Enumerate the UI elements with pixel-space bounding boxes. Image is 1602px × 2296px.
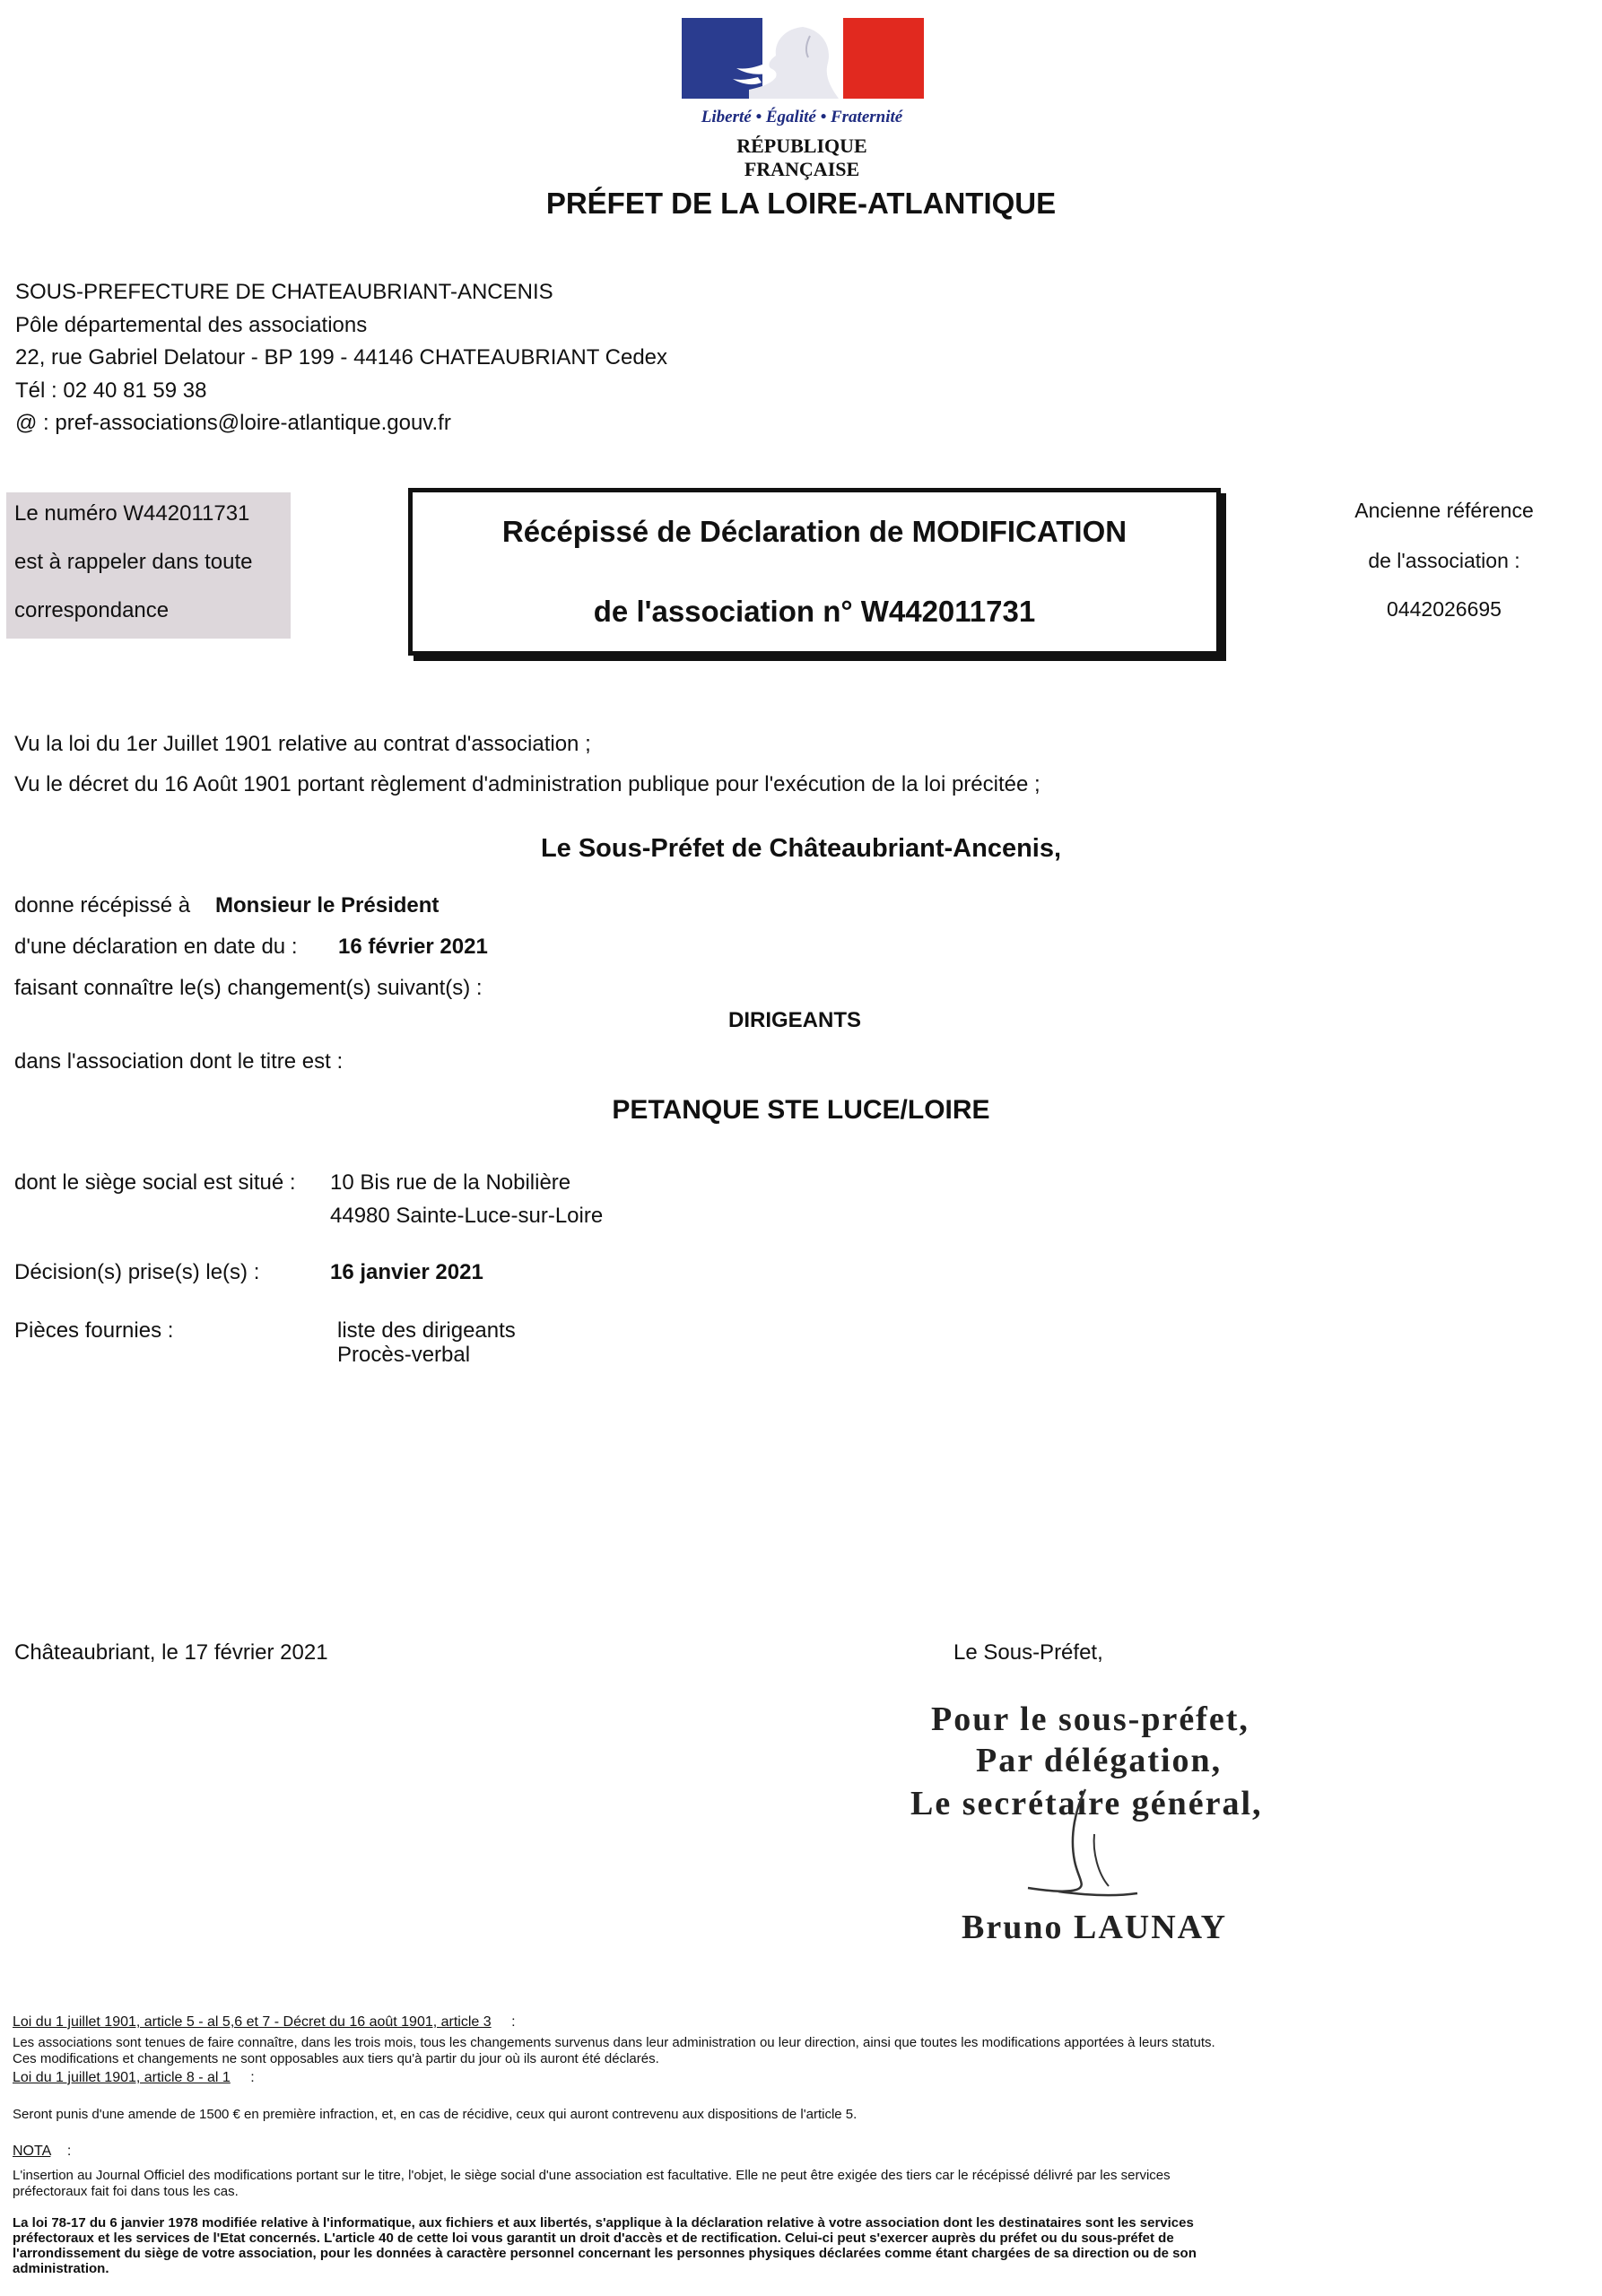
declaration-label: d'une déclaration en date du : xyxy=(14,935,298,959)
stamp-line-1: Pour le sous-préfet, xyxy=(931,1700,1249,1738)
address-line-phone: Tél : 02 40 81 59 38 xyxy=(15,378,207,403)
marianne-flag-icon xyxy=(682,18,924,99)
place-date: Châteaubriant, le 17 février 2021 xyxy=(14,1640,328,1665)
siege-address-line-1: 10 Bis rue de la Nobilière xyxy=(330,1170,571,1195)
stamp-line-2: Par délégation, xyxy=(976,1742,1223,1779)
donne-label: donne récépissé à xyxy=(14,893,191,918)
footer-ref-2-text: Loi du 1 juillet 1901, article 8 - al 1 xyxy=(13,2070,231,2085)
decision-label: Décision(s) prise(s) le(s) : xyxy=(14,1260,260,1284)
footer-nota-label: NOTA xyxy=(13,2144,51,2159)
handwritten-signature-icon xyxy=(1023,1780,1157,1915)
footer-nota-text-2: préfectoraux fait foi dans tous les cas. xyxy=(13,2184,239,2199)
decision-date: 16 janvier 2021 xyxy=(330,1260,483,1284)
footer-loi-text-4: administration. xyxy=(13,2261,109,2276)
footer-text-1b: Ces modifications et changements ne sont opposables aux tiers qu'à partir du jour où ils auront été déclarés. xyxy=(13,2051,659,2066)
changements-value: DIRIGEANTS xyxy=(728,1008,862,1032)
address-line-pole: Pôle départemental des associations xyxy=(15,313,368,337)
footer-text-1a: Les associations sont tenues de faire connaître, dans les trois mois, tous les changements survenus dans leur administration ou leur direction, ainsi que toutes les modifications apportées à leurs statuts. xyxy=(13,2035,1215,2050)
association-title: PETANQUE STE LUCE/LOIRE xyxy=(612,1095,990,1125)
footer-ref-1-text: Loi du 1 juillet 1901, article 5 - al 5,6 et 7 - Décret du 16 août 1901, article 3 xyxy=(13,2014,492,2030)
numero-reminder-box xyxy=(6,492,291,639)
changements-label: faisant connaître le(s) changement(s) suivant(s) : xyxy=(14,976,483,1000)
siege-label: dont le siège social est situé : xyxy=(14,1170,296,1195)
footer-ref-1-suffix: : xyxy=(511,2014,516,2030)
logo-republic-name: RÉPUBLIQUE FRANÇAISE xyxy=(736,135,867,180)
pieces-item-2: Procès-verbal xyxy=(337,1343,471,1367)
numero-line-3: correspondance xyxy=(14,598,170,622)
footer-nota-suffix: : xyxy=(66,2144,72,2159)
vu-decret-line: Vu le décret du 16 Août 1901 portant règlement d'administration publique pour l'exécution de la loi précitée ; xyxy=(14,772,1040,796)
numero-line-2: est à rappeler dans toute xyxy=(14,550,253,574)
address-line-email: @ : pref-associations@loire-atlantique.gouv.fr xyxy=(15,411,451,435)
prefet-title: PRÉFET DE LA LOIRE-ATLANTIQUE xyxy=(545,187,1057,220)
footer-loi-text-1: La loi 78-17 du 6 janvier 1978 modifiée relative à l'informatique, aux fichiers et aux libertés, s'applique à la déclaration relative à votre association dont les destinataires sont les services xyxy=(13,2215,1194,2231)
siege-address-line-2: 44980 Sainte-Luce-sur-Loire xyxy=(330,1204,604,1228)
titre-label: dans l'association dont le titre est : xyxy=(14,1049,344,1074)
vu-loi-line: Vu la loi du 1er Juillet 1901 relative au contrat d'association ; xyxy=(14,732,591,756)
ancienne-line-3: 0442026695 xyxy=(1387,597,1502,621)
footer-text-2: Seront punis d'une amende de 1500 € en première infraction, et, en cas de récidive, ceux qui auront contrevenu aux dispositions de l'article 5. xyxy=(13,2107,858,2122)
footer-loi-text-2: préfectoraux et les services de l'Etat concernés. L'article 40 de cette loi vous garantit un droit d'accès et de rectification. Celui-ci peut s'exercer auprès du préfet ou du sous-préfet de xyxy=(13,2231,1174,2246)
footer-ref-2 xyxy=(13,2069,255,2086)
signature-title: Le Sous-Préfet, xyxy=(953,1640,1103,1665)
declaration-date: 16 février 2021 xyxy=(338,935,488,959)
stamp-name: Bruno LAUNAY xyxy=(962,1909,1228,1946)
address-line-street: 22, rue Gabriel Delatour - BP 199 - 44146 CHATEAUBRIANT Cedex xyxy=(15,345,668,370)
republique-francaise-logo xyxy=(680,18,924,180)
footer-nota xyxy=(13,2143,71,2160)
ancienne-line-2: de l'association : xyxy=(1368,549,1520,572)
receipt-title-line-1: Récépissé de Déclaration de MODIFICATION xyxy=(501,515,1127,548)
receipt-title-line-2: de l'association n° W442011731 xyxy=(593,595,1036,628)
footer-loi-text-3: l'arrondissement du siège de votre association, pour les données à caractère personnel concernant les personnes physiques déclarées comme étant chargées de sa direction ou de son xyxy=(13,2246,1197,2261)
numero-line-1: Le numéro W442011731 xyxy=(14,501,250,526)
footer-ref-2-suffix: : xyxy=(250,2070,255,2085)
ancienne-line-1: Ancienne référence xyxy=(1354,499,1534,522)
footer-ref-1 xyxy=(13,2013,516,2031)
ancienne-reference xyxy=(1301,499,1588,622)
pieces-item-1: liste des dirigeants xyxy=(337,1318,516,1343)
logo-motto: Liberté • Égalité • Fraternité xyxy=(701,108,903,126)
donne-value: Monsieur le Président xyxy=(215,893,440,918)
receipt-title-box xyxy=(408,488,1221,656)
address-line-subprefecture: SOUS-PREFECTURE DE CHATEAUBRIANT-ANCENIS xyxy=(15,280,553,304)
stamp-line-3: Le secrétaire général, xyxy=(910,1785,1263,1822)
footer-nota-text-1: L'insertion au Journal Officiel des modifications portant sur le titre, l'objet, le siège social d'une association est facultative. Elle ne peut être exigée des tiers car le récépissé délivré par les services xyxy=(13,2168,1171,2183)
pieces-label: Pièces fournies : xyxy=(14,1318,174,1343)
sous-prefet-heading: Le Sous-Préfet de Châteaubriant-Ancenis, xyxy=(540,834,1062,863)
